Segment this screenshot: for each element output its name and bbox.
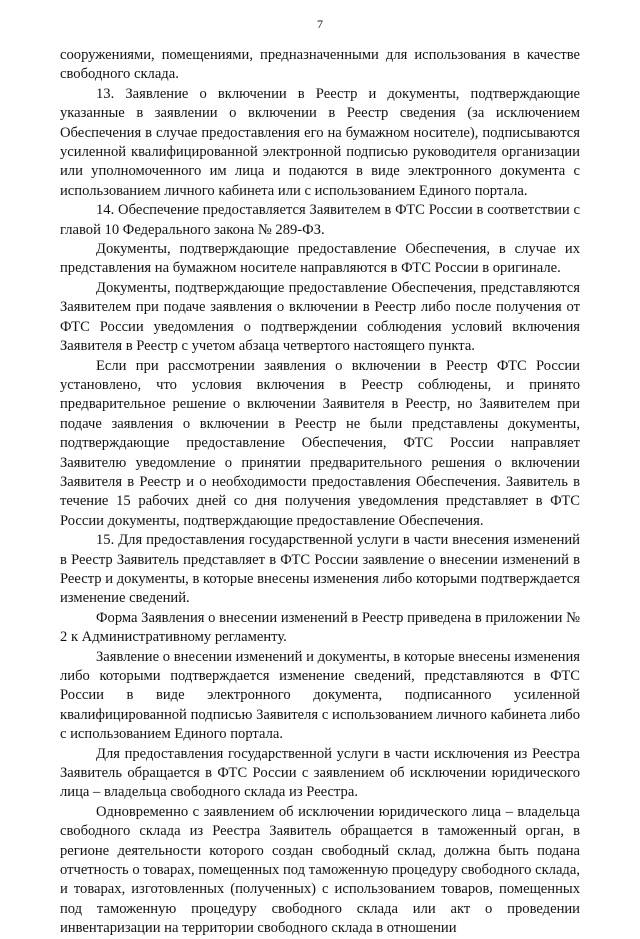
paragraph-item-14: 14. Обеспечение предоставляется Заявителем в ФТС России в соответствии с главой 10 Федерального закона № 289-ФЗ.: [60, 202, 580, 238]
page-number: 7: [317, 17, 323, 31]
paragraph-security-documents-original: Документы, подтверждающие предоставление Обеспечения, в случае их представления на бумажном носителе направляются в ФТС России в оригинале.: [60, 241, 580, 277]
paragraph-changes-submission: Заявление о внесении изменений и документы, в которые внесены изменения либо которыми подтверждается изменение сведений, представляются в ФТС России в виде электронного документа, подписанного усиленной квалифицированной подписью Заявителя с использованием личного кабинета либо с использованием Единого портала.: [60, 648, 580, 743]
paragraph-application-form: Форма Заявления о внесении изменений в Реестр приведена в приложении № 2 к Административному регламенту.: [60, 609, 580, 646]
paragraph-exclusion-reporting: Одновременно с заявлением об исключении юридического лица – владельца свободного склада из Реестра Заявитель обращается в таможенный орган, в регионе деятельности которого создан свободный склад, должна быть подана отчетность о товарах, помещенных под таможенную процедуру свободного склада, и товарах, изготовленных (полученных) с использованием товаров, помещенных под таможенную процедуру свободного склада или акт о проведении инвентаризации на территории свободного склада в отношении: [60, 803, 580, 937]
paragraph-exclusion-request: Для предоставления государственной услуги в части исключения из Реестра Заявитель обращается в ФТС России с заявлением об исключении юридического лица – владельца свободного склада из Реестра.: [60, 745, 580, 801]
paragraph-item-15: 15. Для предоставления государственной услуги в части внесения изменений в Реестр Заявитель представляет в ФТС России заявление о внесении изменений в Реестр и документы, в которые внесены изменения либо которыми подтверждается изменение сведений.: [60, 532, 580, 607]
paragraph-security-documents-submission: Документы, подтверждающие предоставление Обеспечения, представляются Заявителем при подаче заявления о включении в Реестр либо после получения от ФТС России уведомления о подтверждении соблюдения условий включения Заявителя в Реестр с учетом абзаца четвертого настоящего пункта.: [60, 279, 580, 355]
document-body: [60, 46, 580, 939]
paragraph-continuation: сооружениями, помещениями, предназначенными для использования в качестве свободного склада.: [60, 47, 580, 83]
paragraph-preliminary-decision: Если при рассмотрении заявления о включении в Реестр ФТС России установлено, что условия включения в Реестр соблюдены, и принято предварительное решение о включении Заявителя в Реестр, но Заявителем при подаче заявления о включении в Реестр не были представлены документы, подтверждающие предоставление Обеспечения, ФТС России направляет Заявителю уведомление о принятии предварительного решения о включении Заявителя в Реестр и о необходимости предоставления Обеспечения. Заявитель в течение 15 рабочих дней со дня получения уведомления представляет в ФТС России документы, подтверждающие предоставление Обеспечения.: [60, 357, 580, 529]
paragraph-item-13: 13. Заявление о включении в Реестр и документы, подтверждающие указанные в заявлении о включении в Реестр сведения (за исключением Обеспечения в случае предоставления его на бумажном носителе), подписываются усиленной квалифицированной электронной подписью руководителя организации или уполномоченного им лица и подаются в виде электронного документа с использованием личного кабинета или с использованием Единого портала.: [60, 85, 580, 199]
